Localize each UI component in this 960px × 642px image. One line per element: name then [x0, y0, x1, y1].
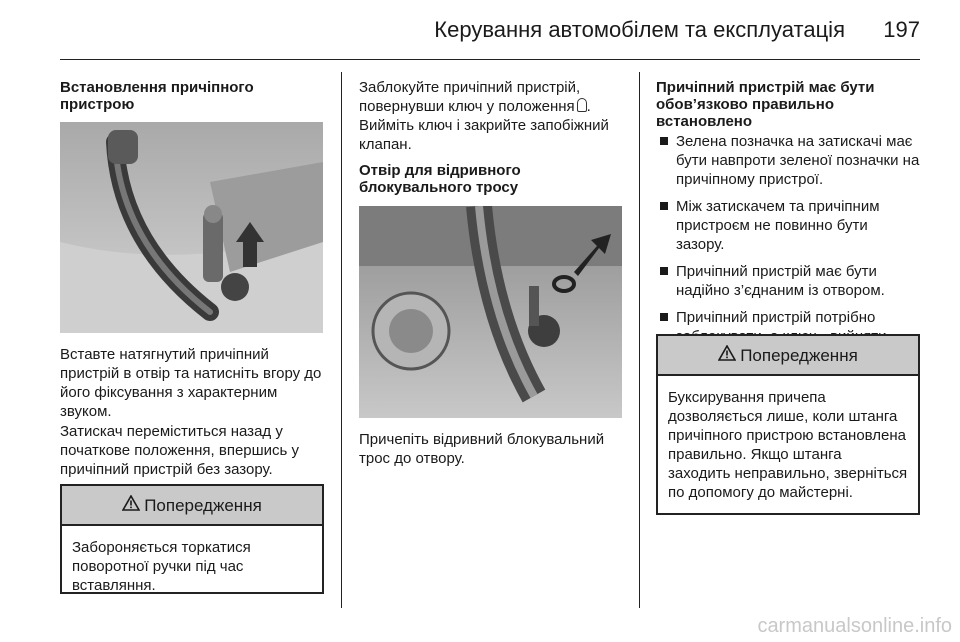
paragraph-clamp: Затискач переміститься назад у початкове положення, впершись у причіпний пристрій без зазору.: [60, 423, 300, 478]
breakaway-cable-eyelet-illustration: [359, 206, 622, 418]
warning-box: [60, 484, 324, 594]
warning-text: Буксирування причепа дозволяється лише, коли штанга причіпного пристрою встановлена правильно. Якщо штанга заходить неправильно, зверніться по допомогу до майстерні.: [668, 389, 908, 501]
section-heading: Отвір для відривного блокувального тросу: [359, 162, 521, 196]
list-item: Зелена позначка на затискачі має бути навпроти зеленої позначки на причіпному пристрої.: [656, 132, 920, 189]
paragraph-attach-cable: Причепіть відривний блокувальний трос до отвору.: [359, 431, 605, 467]
page-header: [60, 0, 920, 60]
list-item: Причіпний пристрій має бути надійно з’єднаним із отвором.: [656, 262, 920, 300]
paragraph-insert: Вставте натягнутий причіпний пристрій в отвір та натисніть вгору до його фіксування з характерним звуком.: [60, 346, 322, 420]
checklist: [656, 132, 920, 354]
warning-box: [656, 334, 920, 515]
warning-text: Забороняється торкатися поворотної ручки під час вставляння.: [72, 539, 251, 594]
warning-header: [658, 336, 918, 376]
section-heading: Встановлення причіпного пристрою: [60, 79, 254, 113]
paragraph-lock: [359, 78, 623, 154]
header-title: Керування автомобілем та експлуатація: [434, 17, 845, 42]
warning-header: [62, 486, 322, 526]
breakaway-cable-eyelet-photo: [359, 206, 622, 418]
warning-title: Попередження: [144, 495, 262, 515]
list-item: Причіпний пристрій потрібно: [656, 308, 920, 346]
tow-bar-insertion-illustration: [60, 122, 323, 333]
paragraph-lock-text-end: . Вийміть ключ і закрийте запобіжний клапан.: [359, 98, 609, 153]
warning-triangle-icon: [718, 345, 736, 365]
watermark: carmanualsonline.info: [757, 615, 952, 637]
warning-triangle-icon: [122, 495, 140, 515]
warning-title: Попередження: [740, 345, 858, 365]
page-number: 197: [883, 17, 920, 42]
paragraph-lock-text: Заблокуйте причіпний пристрій, повернувши ключ у положення: [359, 79, 581, 115]
tow-bar-insertion-photo: [60, 122, 323, 333]
section-heading: Причіпний пристрій має бути обов’язково правильно встановлено: [656, 79, 875, 130]
column-divider: [341, 72, 342, 608]
key-position-icon: [577, 98, 587, 112]
list-item: Між затискачем та причіпним пристроєм не повинно бути зазору.: [656, 197, 920, 254]
column-divider: [639, 72, 640, 608]
